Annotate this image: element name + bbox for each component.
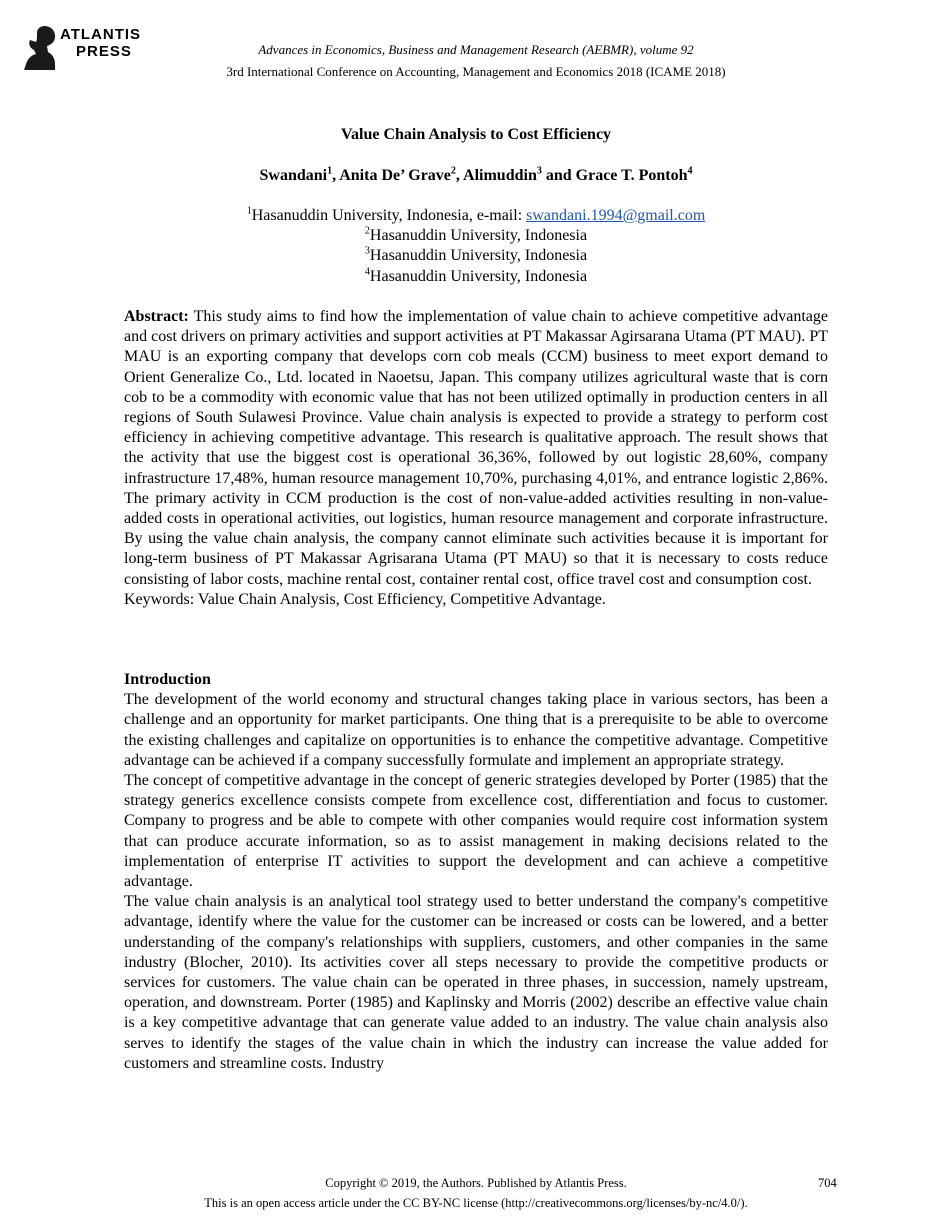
conference-header: 3rd International Conference on Accounting, Management and Economics 2018 (ICAME 2018) — [226, 64, 726, 79]
page-number: 704 — [818, 1176, 837, 1190]
license-line: This is an open access article under the CC BY-NC license (http://creativecommons.org/licenses/by-nc/4.0/). — [204, 1196, 748, 1210]
logo-line2: PRESS — [76, 43, 132, 60]
author-sup: 3 — [536, 165, 542, 177]
author-name: Swandani — [259, 167, 328, 184]
affiliation-line — [0, 206, 952, 226]
copyright-line: Copyright © 2019, the Authors. Published by Atlantis Press. — [325, 1176, 627, 1190]
series-header: Advances in Economics, Business and Management Research (AEBMR), volume 92 — [258, 42, 694, 57]
author-sup: 2 — [450, 165, 456, 177]
introduction-heading: Introduction — [124, 671, 211, 688]
abstract-label: Abstract: — [124, 308, 189, 325]
affil-sup: 2 — [364, 225, 370, 237]
author-list — [0, 167, 952, 185]
keywords: Keywords: Value Chain Analysis, Cost Efficiency, Competitive Advantage. — [124, 590, 606, 608]
author-sup: 1 — [327, 165, 333, 177]
intro-paragraph: The value chain analysis is an analytical tool strategy used to better understand the company's competitive advantage, identify where the value for the customer can be increased or costs can be lowered, and a better understanding of the company's relationships with suppliers, customers, and other companies in the same industry (Blocher, 2010). Its activities cover all steps necessary to provide the competitive products or services for customers. The value chain can be operated in three phases, in succession, namely upstream, operation, and downstream. Porter (1985) and Kaplinsky and Morris (2002) describe an effective value chain is a key competitive advantage that can generate value added to an industry. The value chain analysis also serves to identify the stages of the value chain in which the industry can increase the value added for customers and streamline costs. Industry — [124, 893, 828, 1072]
intro-paragraph: The concept of competitive advantage in the concept of generic strategies developed by Porter (1985) that the strategy generics excellence consists compete from excellence cost, differentiation and focus to customer. Company to progress and be able to compete with other companies would require cost information system that can produce accurate information, so as to assist management in making decisions related to the implementation of enterprise IT activities to support the development and can achieve a competitive advantage. — [124, 772, 828, 891]
affil-sup: 1 — [246, 205, 252, 217]
author-sup: 4 — [687, 165, 693, 177]
intro-paragraph: The development of the world economy and structural changes taking place in various sectors, has been a challenge and an opportunity for market participants. One thing that is a prerequisite to be able to overcome the existing challenges and capitalize on opportunities is to enhance the competitive advantage. Competitive advantage can be achieved if a company successfully formulate and implement an appropriate strategy. — [124, 691, 828, 769]
author-name: , Alimuddin — [455, 167, 537, 184]
introduction-section — [124, 670, 828, 1074]
affil-text: Hasanuddin University, Indonesia, e-mail: — [251, 207, 527, 224]
affil-sup: 4 — [364, 266, 370, 278]
abstract-section — [124, 307, 828, 610]
affiliation-line — [0, 246, 952, 266]
affiliations — [0, 206, 952, 287]
abstract-paragraph — [124, 307, 828, 590]
email-link[interactable]: swandani.1994@gmail.com — [526, 207, 706, 224]
affiliation-line — [0, 267, 952, 287]
affil-text: Hasanuddin University, Indonesia — [369, 227, 588, 245]
logo-line1: ATLANTIS — [60, 26, 142, 43]
affil-text: Hasanuddin University, Indonesia — [369, 247, 588, 265]
affil-text: Hasanuddin University, Indonesia — [369, 267, 588, 285]
paper-title: Value Chain Analysis to Cost Efficiency — [340, 126, 612, 143]
author-name: , Anita De’ Grave — [332, 167, 451, 184]
author-name: and Grace T. Pontoh — [541, 167, 688, 184]
affiliation-line — [0, 226, 952, 246]
affil-sup: 3 — [364, 246, 370, 258]
abstract-text: This study aims to find how the implementation of value chain to achieve competitive advantage and cost drivers on primary activities and support activities at PT Makassar Agirsarana Utama (PT MAU). PT MAU is an exporting company that develops corn cob meals (CCM) business to meet export demand to Orient Generalize Co., Ltd. located in Naoetsu, Japan. This company utilizes agricultural waste that is corn cob to be a commodity with economic value that has not been utilized optimally in production centers in all regions of South Sulawesi Province. Value chain analysis is expected to provide a strategy to perform cost efficiency in achieving competitive advantage. This research is qualitative approach. The result shows that the activity that use the biggest cost is operational 36,36%, followed by out logistic 28,60%, company infrastructure 17,48%, human resource management 10,70%, purchasing 4,01%, and entrance logistic 2,86%. The primary activity in CCM production is the cost of non-value-added activities resulting in non-value-added costs in operational activities, out logistics, human resource management and corporate infrastructure. By using the value chain analysis, the company cannot eliminate such activities because it is important for long-term business of PT Makassar Agrisarana Utama (PT MAU) so that it is necessary to costs reduce consisting of labor costs, machine rental cost, container rental cost, office travel cost and consumption cost. — [124, 308, 828, 588]
